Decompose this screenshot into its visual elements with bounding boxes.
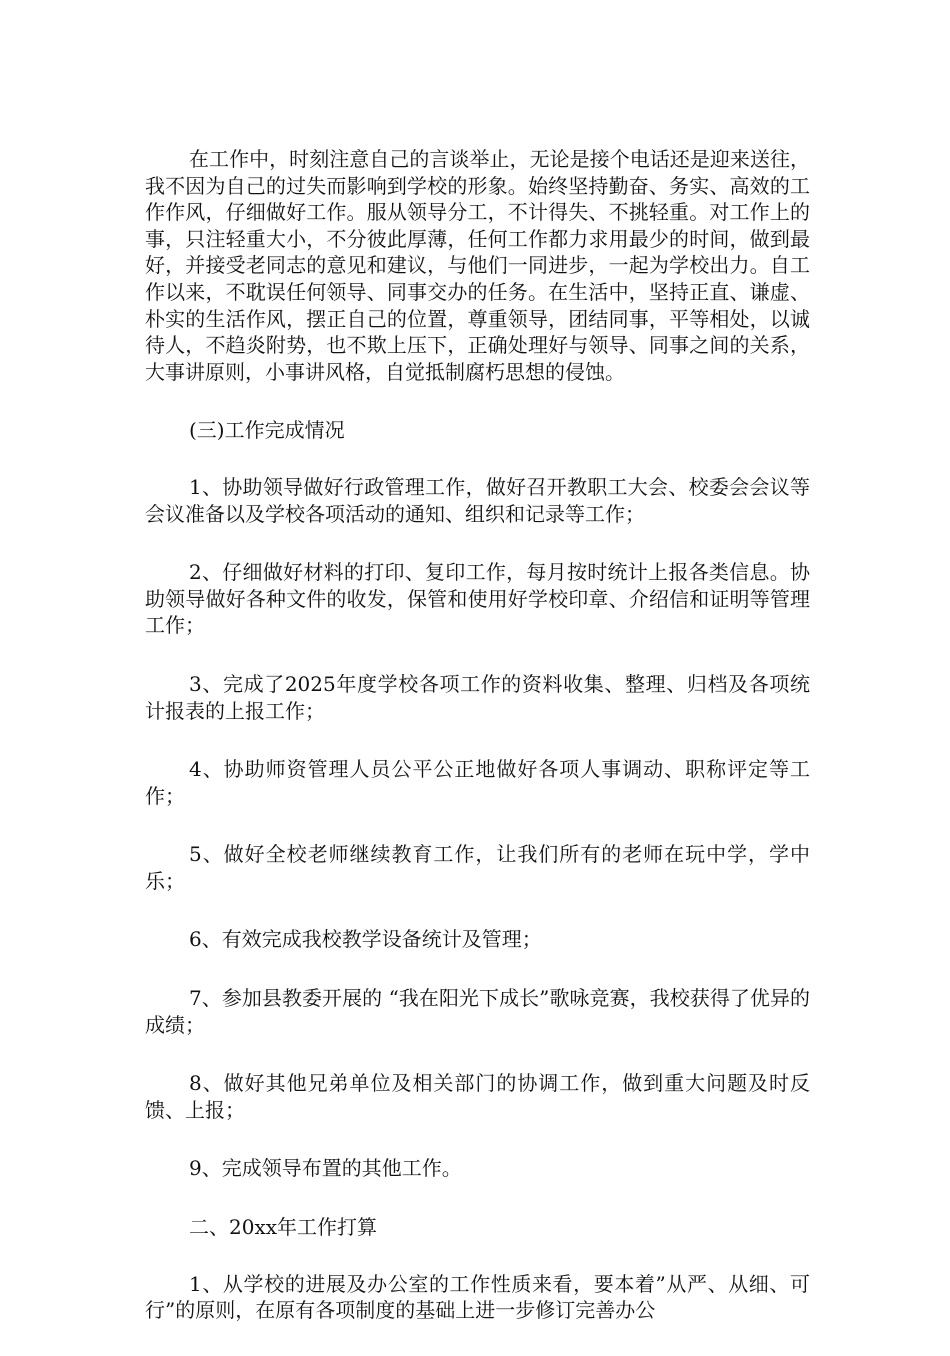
section-heading-work-completion: (三)工作完成情况	[189, 418, 345, 443]
list-item-1: 1、协助领导做好行政管理工作，做好召开教职工大会、校委会会议等会议准备以及学校各项活动的通知、组织和记录等工作；	[145, 474, 810, 526]
paragraph-work-conduct: 在工作中，时刻注意自己的言谈举止，无论是接个电话还是迎来送往，我不因为自己的过失而影响到学校的形象。始终坚持勤奋、务实、高效的工作作风，仔细做好工作。服从领导分工，不计得失、不挑轻重。对工作上的事，只注轻重大小，不分彼此厚薄，任何工作都力求用最少的时间，做到最好，并接受老同志的意见和建议，与他们一同进步，一起为学校出力。自工作以来，不耽误任何领导、同事交办的任务。在生活中，坚持正直、谦虚、朴实的生活作风，摆正自己的位置，尊重领导，团结同事，平等相处，以诚待人，不趋炎附势，也不欺上压下，正确处理好与领导、同事之间的关系，大事讲原则，小事讲风格，自觉抵制腐朽思想的侵蚀。	[145, 147, 810, 384]
document-body	[145, 146, 810, 1356]
list-item-6: 6、有效完成我校教学设备统计及管理；	[189, 927, 542, 952]
list-item-5: 5、做好全校老师继续教育工作，让我们所有的老师在玩中学，学中乐；	[145, 842, 810, 893]
section-heading-work-plan: 二、20xx年工作打算	[189, 1215, 378, 1240]
list-item-4: 4、协助师资管理人员公平公正地做好各项人事调动、职称评定等工作；	[145, 757, 810, 808]
list-item-3: 3、完成了2025年度学校各项工作的资料收集、整理、归档及各项统计报表的上报工作；	[145, 671, 810, 723]
plan-item-1: 1、从学校的进展及办公室的工作性质来看，要本着”从严、从细、可行”的原则，在原有各项制度的基础上进一步修订完善办公	[145, 1271, 810, 1323]
list-item-8: 8、做好其他兄弟单位及相关部门的协调工作，做到重大问题及时反馈、上报；	[145, 1071, 810, 1122]
list-item-9: 9、完成领导布置的其他工作。	[189, 1156, 462, 1181]
list-item-7: 7、参加县教委开展的 “我在阳光下成长”歌咏竞赛，我校获得了优异的成绩；	[145, 986, 810, 1037]
list-item-2: 2、仔细做好材料的打印、复印工作，每月按时统计上报各类信息。协助领导做好各种文件的收发，保管和使用好学校印章、介绍信和证明等管理工作；	[145, 560, 810, 638]
